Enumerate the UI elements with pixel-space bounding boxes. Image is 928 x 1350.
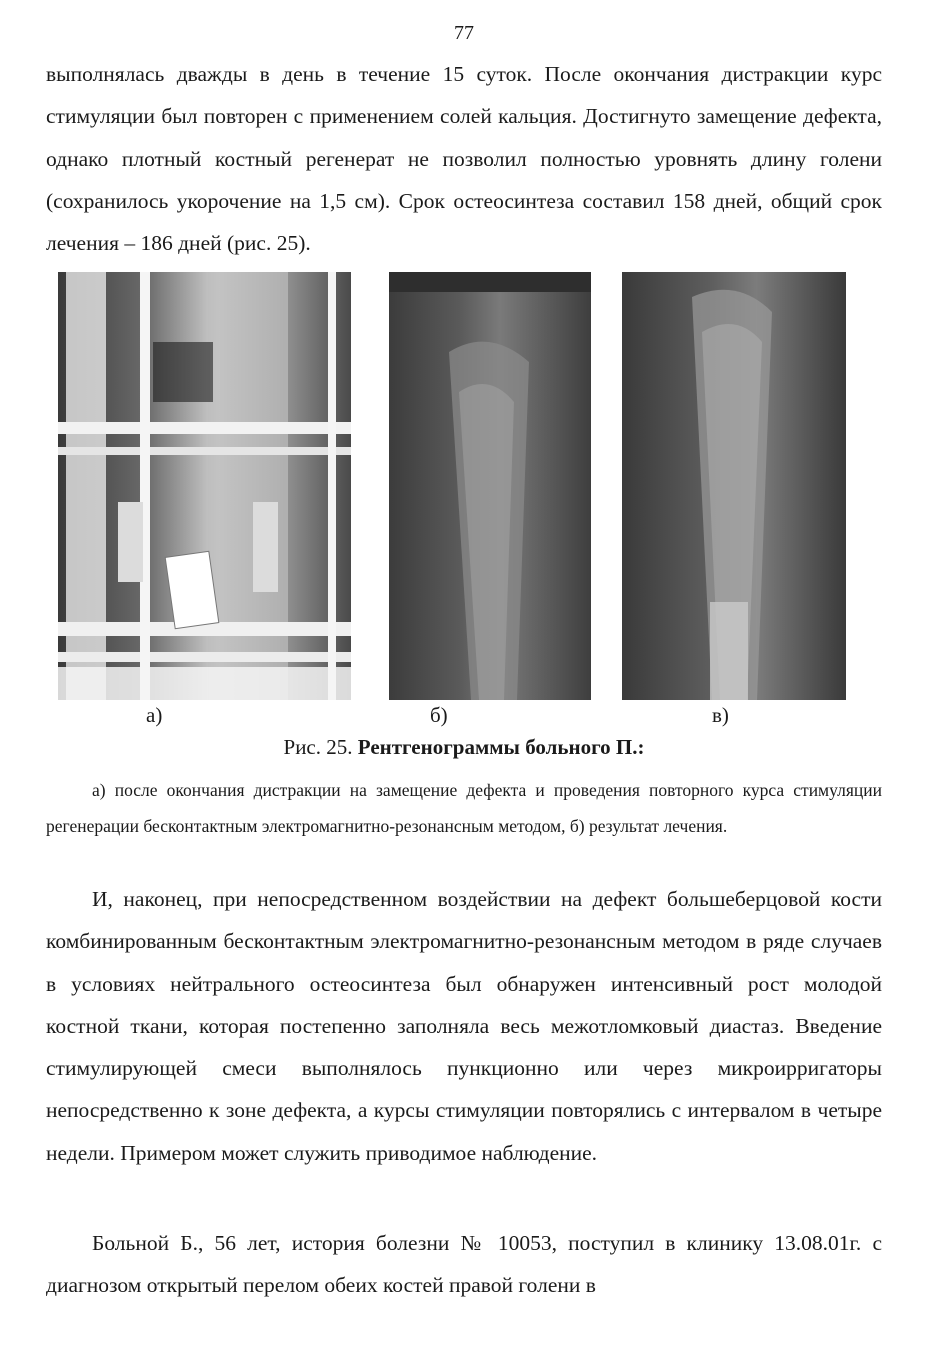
caption-prefix: Рис. 25. — [283, 735, 353, 759]
caption-bold: Рентгенограммы больного П.: — [357, 735, 645, 759]
figure-label-b: б) — [430, 703, 448, 727]
paragraph-main: И, наконец, при непосредственном воздействии на дефект большеберцовой кости комбинированным бесконтактным электромагнитно-резонансным методом в ряде случаев в условиях нейтрального остеосинтеза был обнаружен интенсивный рост молодой костной ткани, которая постепенно заполняла весь межотломковый диастаз. Введение стимулирующей смеси выполнялось пункционно или через микроирригаторы непосредственно к зоне дефекта, а курсы стимуляции повторялись с интервалом в четыре недели. Примером может служить приводимое наблюдение. — [46, 887, 882, 1165]
figure-caption — [0, 735, 928, 760]
figure-label-c: в) — [712, 703, 729, 727]
paragraph-intro: выполнялась дважды в день в течение 15 суток. После окончания дистракции курс стимуляции был повторен с применением солей кальция. Достигнуто замещение дефекта, однако плотный костный регенерат не позволил полностью уровнять длину голени (сохранилось укорочение на 1,5 см). Срок остеосинтеза составил 158 дней, общий срок лечения – 186 дней (рис. 25). — [46, 62, 882, 256]
xray-image-b — [389, 272, 591, 700]
xray-image-c — [622, 272, 846, 700]
figure-label-a: а) — [146, 703, 163, 727]
page-number: 77 — [454, 22, 474, 44]
figure-note: а) после окончания дистракции на замещение дефекта и проведения повторного курса стимуляции регенерации бесконтактным электромагнитно-резонансным методом, б) результат лечения. — [46, 780, 882, 836]
xray-image-a — [58, 272, 351, 700]
paragraph-case: Больной Б., 56 лет, история болезни № 10053, поступил в клинику 13.08.01г. с диагнозом открытый перелом обеих костей правой голени в — [46, 1231, 882, 1298]
